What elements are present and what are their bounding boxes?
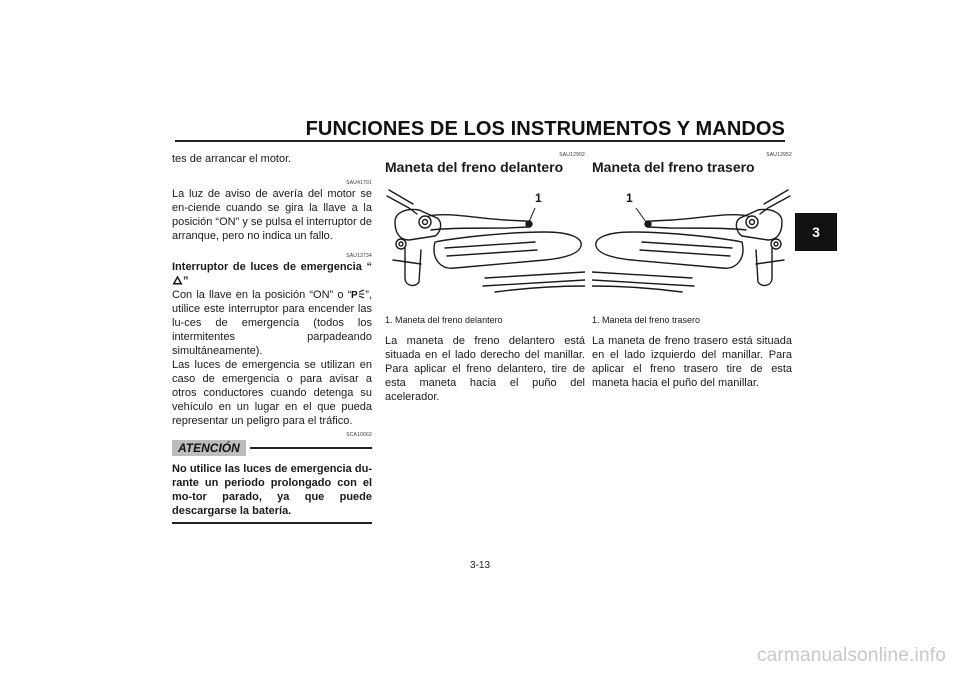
notice-rule [250,447,372,449]
svg-text:P: P [351,290,358,299]
usage-text-end: ”, utilice este interruptor para encender las lu-ces de emergencia (todos los intermitentes parpadeando simultáneamente). [172,289,372,357]
subheading-text-start: Interruptor de luces de emergencia “ [172,261,372,273]
section-code: SAU12734 [346,253,372,259]
section-code: SAU41701 [346,180,372,186]
usage-text-start: Con la llave en la posición “ON” o “ [172,289,352,301]
engine-warning-paragraph: La luz de aviso de avería del motor se en-ciende cuando se gira la llave a la posición “ON” y se pulsa el interruptor de arranque, pero no indica un fallo. [172,188,372,242]
figure-caption: 1. Maneta del freno delantero [385,315,503,325]
hazard-purpose-paragraph: Las luces de emergencia se utilizan en caso de emergencia o para avisar a otros conductores cuando detenga su vehículo en un lugar en el que pueda representar un peligro para el tráfico. [172,359,372,427]
rear-brake-lever-illustration [592,178,792,305]
front-brake-heading: Maneta del freno delantero [385,159,564,175]
section-code: SAU12952 [766,152,792,158]
figure-caption: 1. Maneta del freno trasero [592,315,701,325]
parking-lamp-icon [351,289,365,299]
column-front-brake [385,152,585,404]
section-code: SAU12902 [559,152,585,158]
chapter-tab: 3 [795,213,837,251]
rear-brake-heading: Maneta del freno trasero [592,159,755,175]
hazard-triangle-icon [172,275,183,285]
notice-text: No utilice las luces de emergencia du-rante un periodo prolongado con el mo-tor parado, ya que puede descargarse la batería. [172,462,372,524]
front-brake-paragraph: La maneta de freno delantero está situada en el lado derecho del manillar. Para aplicar el freno delantero, tire de esta maneta hacia el puño del acelerador. [385,335,585,403]
figure-callout-1: 1 [626,191,633,205]
page-number: 3-13 [469,560,490,571]
rear-brake-paragraph: La maneta de freno trasero está situada en el lado izquierdo del manillar. Para aplicar el freno trasero tire de esta maneta hacia el puño del manillar. [592,335,792,389]
front-brake-lever-illustration [385,178,585,305]
notice-tag: ATENCIÓN [172,440,246,456]
notice-box [172,440,372,524]
page-header-title: FUNCIONES DE LOS INSTRUMENTOS Y MANDOS [305,118,785,140]
section-code: SCA10062 [346,432,372,438]
hazard-switch-subheading [172,260,372,288]
column-hazard [172,152,372,524]
hazard-usage-paragraph [172,288,372,358]
continued-text: tes de arrancar el motor. [172,153,292,165]
subheading-text-end: ” [183,275,189,287]
column-rear-brake [592,152,792,390]
figure-callout-1: 1 [535,191,542,205]
header-rule [175,140,785,142]
watermark: carmanualsonline.info [756,645,946,666]
notice-header [172,440,372,456]
